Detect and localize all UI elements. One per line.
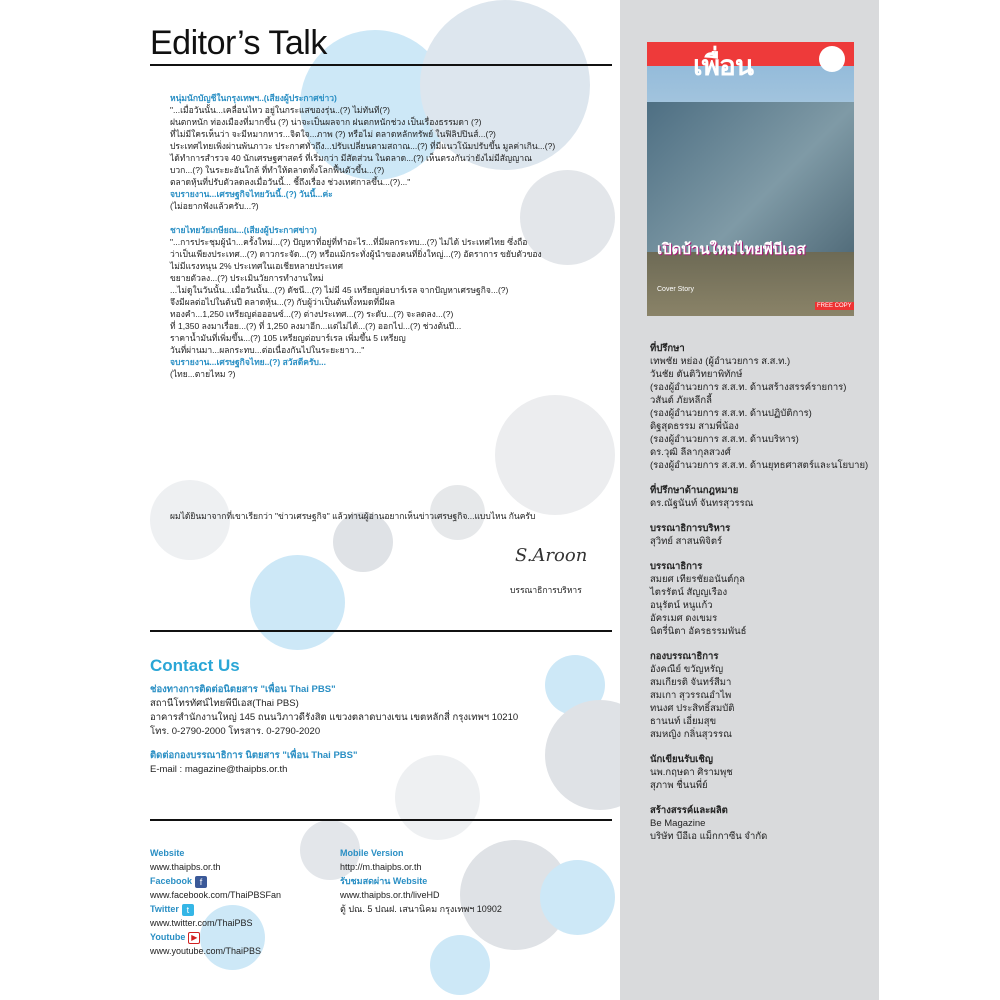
mobile-label: Mobile Version <box>340 848 404 858</box>
signer-title: บรรณาธิการบริหาร <box>510 585 582 595</box>
staff-name: (รองผู้อำนวยการ ส.ส.ท. ด้านสร้างสรรค์รายการ) <box>650 382 847 393</box>
staff-name: อัครเมศ ดงเขมร <box>650 613 718 624</box>
contact-editorial-heading: ติดต่อกองบรรณาธิการ นิตยสาร "เพื่อน Thai PBS" <box>150 750 358 761</box>
magazine-cover <box>647 42 854 316</box>
letter-line: ไม่มีแรงหนุน 2% ประเทศในเอเชียหลายประเทศ <box>170 261 343 271</box>
letter-line: ประเทศไทยเพิ่งผ่านพ้นภาวะ ประกาศทั่วถึง...ปรับเปลี่ยนตามสถาณ...(?) ที่มีแนวโน้มปรับขึ้น มูลค่าเกิน...(?) <box>170 141 556 151</box>
staff-role: ที่ปรึกษา <box>650 343 685 354</box>
staff-name: อนุรัตน์ หนูแก้ว <box>650 600 713 611</box>
staff-role: ที่ปรึกษาด้านกฎหมาย <box>650 485 739 496</box>
letter-line: วันที่ผ่านมา...ผลกระทบ...ต่อเนื่องกันไปในระยะยาว..." <box>170 345 365 355</box>
contact-org: สถานีโทรทัศน์ไทยพีบีเอส(Thai PBS) <box>150 698 299 709</box>
decor-bubble <box>250 555 345 650</box>
staff-name: สมยศ เทียรชัยอนันต์กุล <box>650 574 745 585</box>
spacer <box>150 739 610 749</box>
staff-name: สุวิทย์ สาสนพิจิตร์ <box>650 536 723 547</box>
staff-group <box>650 522 878 548</box>
contact-address: อาคารสำนักงานใหญ่ 145 ถนนวิภาวดีรังสิต แขวงตลาดบางเขน เขตหลักสี่ กรุงเทพฯ 10210 <box>150 712 519 723</box>
facebook-icon[interactable]: f <box>195 876 207 888</box>
twitter-link[interactable]: www.twitter.com/ThaiPBS <box>150 918 253 928</box>
staff-name: วสันต์ ภัยหลีกลี้ <box>650 395 712 406</box>
website-link[interactable]: www.thaipbs.or.th <box>150 862 221 872</box>
youtube-icon[interactable]: ▶ <box>188 932 200 944</box>
contact-title: Contact Us <box>150 656 240 675</box>
staff-name: นิตรี่นิตา อัครธรรมพันธ์ <box>650 626 747 637</box>
letter-subheading: จบรายงาน...เศรษฐกิจไทย..(?) สวัสดีครับ... <box>170 357 326 367</box>
page-title: Editor’s Talk <box>150 24 327 62</box>
staff-name: ดร.วุฒิ ลีลากุลสวงศ์ <box>650 447 731 458</box>
letter-line: ขยายตัวลง...(?) ประเมินวัยการทำงานใหม่ <box>170 273 324 283</box>
letter-heading: ชายไทยวัยเกษียณ...(เสียงผู้ประกาศข่าว) <box>170 225 317 235</box>
letter-line: ฝนตกหนัก ท่องเมืองที่มากขึ้น (?) น่าจะเป็นผลจาก ฝนตกหนักช่วง เป็นเรื่องธรรมดา (?) <box>170 117 482 127</box>
letter-line: ทองคำ...1,250 เหรียญต่อออนซ์...(?) ต่างประเทศ...(?) ระดับ...(?) จะลดลง...(?) <box>170 309 454 319</box>
letter-line: "...เมื่อวันนั้น...เคลื่อนไหว อยู่ในกระแสของรุ่น..(?) ไม่ทันที(?) <box>170 105 390 115</box>
staff-group <box>650 753 878 792</box>
mobile-link[interactable]: http://m.thaipbs.or.th <box>340 862 422 872</box>
staff-role: บรรณาธิการ <box>650 561 703 572</box>
twitter-label: Twitter <box>150 904 179 914</box>
top-divider <box>150 64 612 66</box>
staff-name: (รองผู้อำนวยการ ส.ส.ท. ด้านยุทธศาสตร์และนโยบาย) <box>650 460 869 471</box>
closing-paragraph: ผมได้ยินมาจากที่เขาเรียกว่า "ข่าวเศรษฐกิจ" แล้วท่านผู้อ่านอยากเห็นข่าวเศรษฐกิจ...แบบไหน กันครับ <box>170 511 536 521</box>
staff-role: สร้างสรรค์และผลิต <box>650 805 728 816</box>
spacer <box>170 212 610 224</box>
decor-bubble <box>540 860 615 935</box>
free-copy-badge: FREE COPY <box>817 303 852 309</box>
staff-name: สมเกียรติ จันทร์สีมา <box>650 677 732 688</box>
staff-name: (รองผู้อำนวยการ ส.ส.ท. ด้านปฏิบัติการ) <box>650 408 812 419</box>
po-box: ตู้ ปณ. 5 ปณฝ. เสนานิคม กรุงเทพฯ 10902 <box>340 904 502 914</box>
staff-group <box>650 342 878 472</box>
staff-role: นักเขียนรับเชิญ <box>650 754 713 765</box>
staff-group <box>650 804 878 843</box>
live-label: รับชมสดผ่าน Website <box>340 876 428 886</box>
facebook-link[interactable]: www.facebook.com/ThaiPBSFan <box>150 890 282 900</box>
letter-line: ได้ทำการสำรวจ 40 นักเศรษฐศาสตร์ ที่เริ่มกว่า มีสัดส่วน ในตลาด...(?) เห็นตรงกันว่ายังไม่มีสัญญาณ <box>170 153 533 163</box>
letter-subheading: จบรายงาน...เศรษฐกิจไทยวันนี้..(?) วันนี้...ค่ะ <box>170 189 333 199</box>
staff-role: บรรณาธิการบริหาร <box>650 523 731 534</box>
staff-name: (รองผู้อำนวยการ ส.ส.ท. ด้านบริหาร) <box>650 434 799 445</box>
letter-line: จึงมีผลต่อไปในต้นปี ตลาดหุ้น...(?) กับผู้ว่าเป็นต้นทั้งหมดที่มีผล <box>170 297 395 307</box>
contact-block <box>150 683 610 777</box>
cover-masthead: เพื่อน <box>693 50 753 81</box>
website-label: Website <box>150 848 185 858</box>
editor-letter <box>170 92 610 380</box>
contact-phone: โทร. 0-2790-2000 โทรสาร. 0-2790-2020 <box>150 726 321 737</box>
links-right <box>340 846 502 916</box>
live-link[interactable]: www.thaipbs.or.th/liveHD <box>340 890 440 900</box>
staff-group <box>650 560 878 638</box>
twitter-icon[interactable]: t <box>182 904 194 916</box>
staff-group <box>650 484 878 510</box>
letter-line: บวก...(?) ในระยะอันใกล้ ที่ทำให้ตลาดทั้งโลกฟื้นตัวขึ้น...(?) <box>170 165 385 175</box>
staff-credits <box>650 342 878 855</box>
staff-group <box>650 650 878 741</box>
staff-name: ไตรรัตน์ สัญญเรือง <box>650 587 728 598</box>
letter-line: ราคาน้ำมันที่เพิ่มขึ้น...(?) 105 เหรียญต่อบาร์เรล เพิ่มขึ้น 5 เหรียญ <box>170 333 406 343</box>
contact-channel-heading: ช่องทางการติดต่อนิตยสาร "เพื่อน Thai PBS" <box>150 684 336 695</box>
decor-bubble <box>430 935 490 995</box>
letter-line: ตลาดหุ้นที่ปรับตัวลดลงเมื่อวันนี้... ชี้ถึงเรื่อง ช่วงเทศกาลขึ้น...(?)..." <box>170 177 411 187</box>
youtube-link[interactable]: www.youtube.com/ThaiPBS <box>150 946 262 956</box>
contact-email[interactable]: E-mail : magazine@thaipbs.or.th <box>150 764 288 775</box>
staff-name: อังคณีย์ ขวัญหรัญ <box>650 664 724 675</box>
cover-story-label: Cover Story <box>657 286 694 293</box>
cover-tagline: เปิดบ้านใหม่ไทยพีบีเอส <box>657 241 806 258</box>
staff-name: นพ.กฤษดา ศิรามพุช <box>650 767 733 778</box>
staff-role: กองบรรณาธิการ <box>650 651 719 662</box>
staff-name: ดร.ณัฐนันท์ จันทรสุวรรณ <box>650 498 754 509</box>
staff-name: ธานนท์ เอี่ยมสุข <box>650 716 717 727</box>
letter-line: ...ไม่ดูในวันนั้น...เมื่อวันนั้น...(?) ดัชนี...(?) ไม่มี 45 เหรียญต่อบาร์เรล จากปัญหาเศรษฐกิจ...(?) <box>170 285 509 295</box>
links-left <box>150 846 281 958</box>
bottom-divider <box>150 819 612 821</box>
thai-pbs-logo-icon <box>819 46 845 72</box>
staff-name: Be Magazine <box>650 818 706 829</box>
staff-name: เทพชัย หย่อง (ผู้อำนวยการ ส.ส.ท.) <box>650 356 791 367</box>
editor-signature: S.Aroon <box>515 545 588 566</box>
staff-name: สมเกา สุวรรณอำไพ <box>650 690 732 701</box>
letter-line: ที่ไม่มีใครเห็นว่า จะมีหมากหาร...จิตใจ...ภาพ (?) หรือไม่ ตลาดหลักทรัพย์ ในฟิลิปปินส์...(?) <box>170 129 496 139</box>
letter-note: (ไทย...ตายไหม ?) <box>170 369 236 379</box>
staff-name: บริษัท บีอีเอ แม็กกาซีน จำกัด <box>650 831 768 842</box>
letter-line: "...การประชุมผู้นำ...ครั้งใหม่...(?) ปัญหาที่อยู่ที่ทำอะไร...ที่มีผลกระทบ...(?) ไม่ได้ ประเทศไทย ซึ่งถือ <box>170 237 528 247</box>
staff-name: สมหญิง กลิ่นสุวรรณ <box>650 729 732 740</box>
letter-heading: หนุ่มนักบัญชีในกรุงเทพฯ..(เสียงผู้ประกาศข่าว) <box>170 93 337 103</box>
youtube-label: Youtube <box>150 932 186 942</box>
facebook-label: Facebook <box>150 876 193 886</box>
staff-name: ดิฐสุดธรรม สามพี่น้อง <box>650 421 739 432</box>
staff-name: วันชัย ตันติวิทยาพิทักษ์ <box>650 369 743 380</box>
letter-note: (ไม่อยากฟังแล้วครับ...?) <box>170 201 259 211</box>
middle-divider <box>150 630 612 632</box>
staff-name: ทนงศ ประสิทธิ์สมบัติ <box>650 703 735 714</box>
staff-name: สุภาพ ชื่นนพี่ย์ <box>650 780 708 791</box>
letter-line: ที่ 1,350 ลงมาเรื่อย...(?) ที่ 1,250 ลงมาอีก...แต่ไม่ได้...(?) ออกไป...(?) ช่วงต้นปี... <box>170 321 462 331</box>
letter-line: ว่าเป็นเพียงประเทศ...(?) ดาวกระจัด...(?) หรือแม้กระทั่งผู้นำของคนที่ยิ่งใหญ่...(?) อัตราการ ขยับตัวของ <box>170 249 542 259</box>
decor-bubble <box>495 395 615 515</box>
